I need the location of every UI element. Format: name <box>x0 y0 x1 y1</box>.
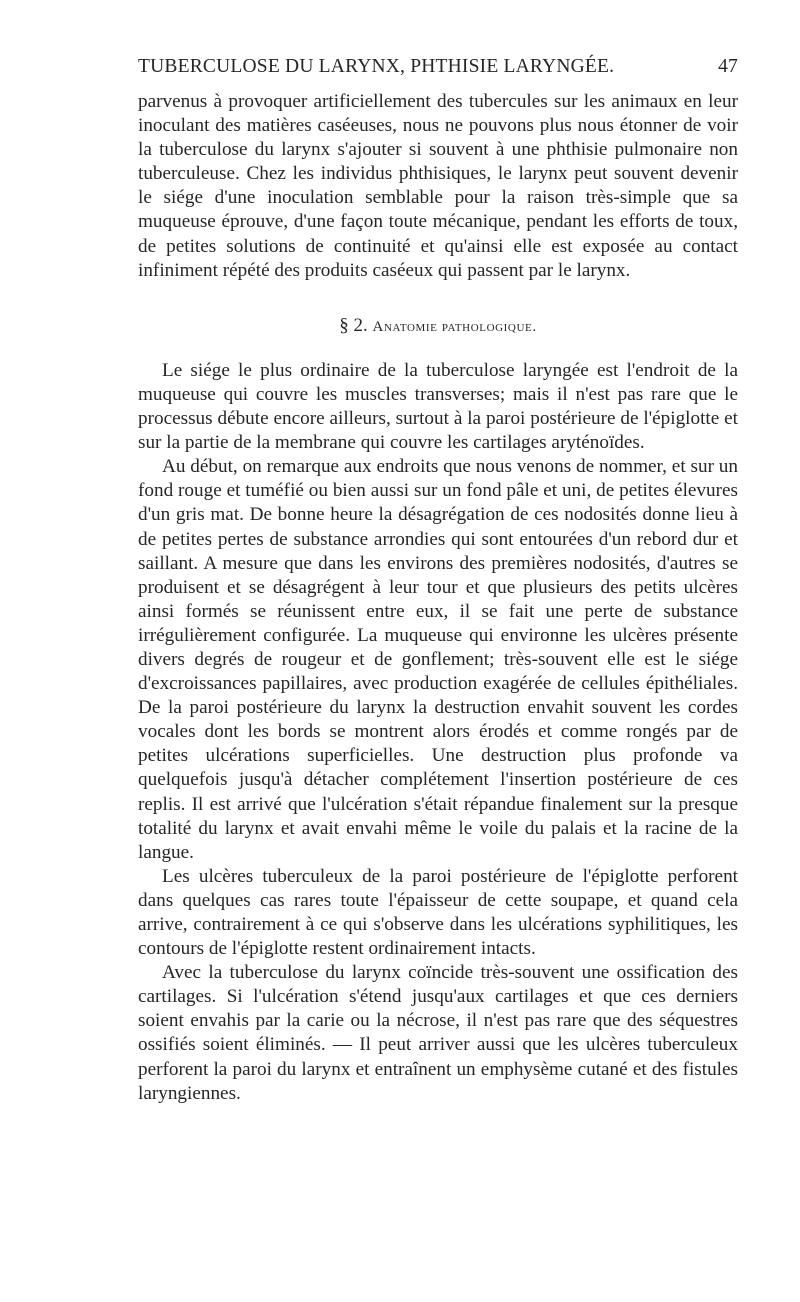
section-heading <box>138 314 738 339</box>
paragraph-4: Les ulcères tuberculeux de la paroi postérieure de l'épiglotte perforent dans quelques cas rares toute l'épaisseur de cette soupape, et quand cela arrive, contrairement à ce qui s'observe dans les ulcérations syphilitiques, les contours de l'épiglotte restent ordinairement intacts. <box>138 865 738 960</box>
paragraph-1: parvenus à provoquer artificiellement des tubercules sur les animaux en leur inoculant des matières caséeuses, nous ne pouvons plus nous étonner de voir la tuberculose du larynx s'ajouter si souvent à une phthisie pulmonaire non tuberculeuse. Chez les individus phthisiques, le larynx peut souvent devenir le siége d'une inoculation semblable pour la raison très-simple que sa muqueuse éprouve, d'une façon toute mécanique, pendant les efforts de toux, de petites solutions de continuité et qu'ainsi elle est exposée au contact infiniment répété des produits caséeux qui passent par le larynx. <box>138 91 738 281</box>
paragraph-2: Le siége le plus ordinaire de la tuberculose laryngée est l'endroit de la muqueuse qui couvre les muscles transverses; mais il n'est pas rare que le processus débute encore ailleurs, surtout à la paroi postérieure de l'épiglotte et sur la partie de la membrane qui couvre les cartilages aryténoïdes. <box>138 359 738 454</box>
section-title: Anatomie pathologique. <box>372 318 537 335</box>
paragraph-3: Au début, on remarque aux endroits que nous venons de nommer, et sur un fond rouge et tuméfié ou bien aussi sur un fond pâle et uni, de petites élevures d'un gris mat. De bonne heure la désagrégation de ces nodosités donne lieu à de petites pertes de substance arrondies qui sont entourées d'un rebord dur et saillant. A mesure que dans les environs des premières nodosités, d'autres se produisent et se désagrégent à leur tour et que plusieurs des petits ulcères ainsi formés se réunissent entre eux, il se fait une perte de substance irrégulièrement configurée. La muqueuse qui environne les ulcères présente divers degrés de rougeur et de gonflement; très-souvent elle est le siége d'excroissances papillaires, avec production exagérée de cellules épithéliales. De la paroi postérieure du larynx la destruction envahit souvent les cordes vocales dont les bords se montrent alors érodés et comme rongés par de petites ulcérations superficielles. Une destruction plus profonde va quelquefois jusqu'à détacher complétement l'insertion postérieure de ces replis. Il est arrivé que l'ulcération s'était répandue finalement sur la presque totalité du larynx et avait envahi même le voile du palais et la racine de la langue. <box>138 456 738 863</box>
page-number: 47 <box>718 56 738 77</box>
running-title: TUBERCULOSE DU LARYNX, PHTHISIE LARYNGÉE. <box>138 56 615 77</box>
section-number: § 2. <box>339 314 368 336</box>
paragraph-5: Avec la tuberculose du larynx coïncide très-souvent une ossification des cartilages. Si l'ulcération s'étend jusqu'aux cartilages et que ces derniers soient envahis par la carie ou la nécrose, il n'est pas rare que des séquestres ossifiés soient éliminés. — Il peut arriver aussi que les ulcères tuberculeux perforent la paroi du larynx et entraînent un emphysème cutané et des fistules laryngiennes. <box>138 962 738 1104</box>
page-body <box>138 90 738 1106</box>
running-header <box>138 56 738 84</box>
